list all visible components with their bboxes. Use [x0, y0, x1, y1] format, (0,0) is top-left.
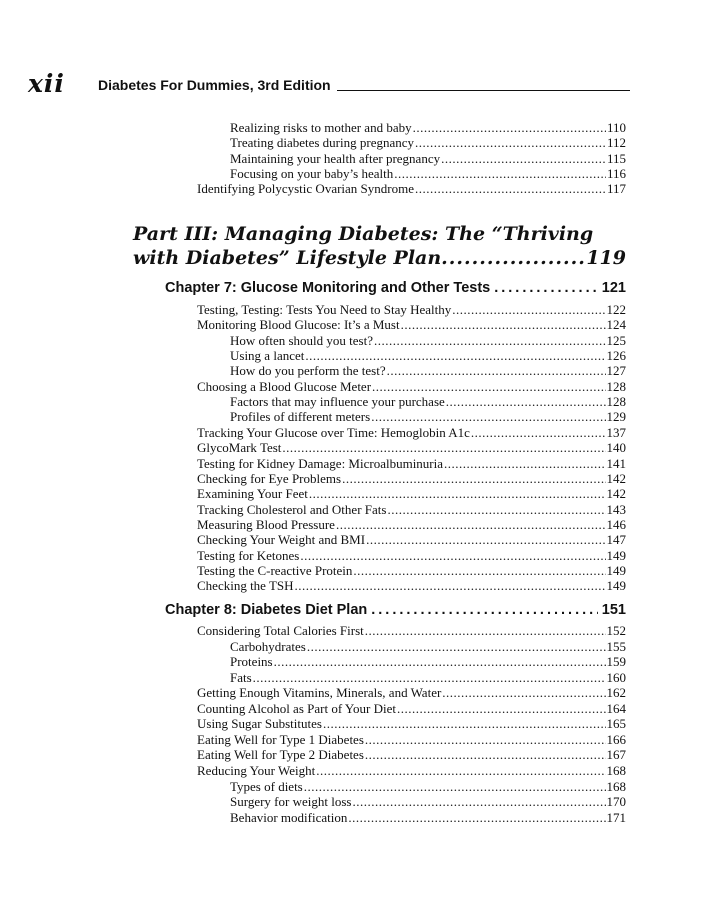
toc-entry: [230, 654, 626, 670]
toc-leader-dots: [374, 333, 606, 349]
toc-entry-title: Types of diets: [230, 778, 303, 794]
toc-entry-title: Eating Well for Type 1 Diabetes: [197, 731, 364, 747]
toc-entry: [230, 151, 626, 167]
toc-leader-dots: [352, 794, 605, 810]
toc-entry-title: How often should you test?: [230, 332, 373, 348]
toc-entry-title: Factors that may influence your purchase: [230, 394, 445, 410]
toc-leader-dots: [253, 670, 606, 686]
toc-entry: [197, 732, 626, 748]
toc-entry-page: 149: [606, 547, 626, 563]
toc-entry-page: 140: [606, 440, 626, 456]
toc-entry-page: 146: [606, 516, 626, 532]
toc-entry: [197, 623, 626, 639]
toc-entry-page: 142: [606, 486, 626, 502]
toc-entry-title: Eating Well for Type 2 Diabetes: [197, 747, 364, 763]
toc-entry: [197, 440, 626, 456]
toc-entry: [197, 763, 626, 779]
toc-leader-dots: [444, 456, 605, 472]
toc-entry: [230, 120, 626, 136]
toc-entry-page: 168: [606, 778, 626, 794]
part-heading: [133, 222, 626, 270]
toc-leader-dots: [371, 409, 605, 425]
toc-entry-page: 149: [606, 578, 626, 594]
toc-entry: [197, 685, 626, 701]
toc-entry-title: GlycoMark Test: [197, 440, 282, 456]
toc-entry-page: 124: [606, 317, 626, 333]
toc-entry: [230, 348, 626, 364]
part-leader-dots: [441, 246, 586, 270]
toc-entry-title: Carbohydrates: [230, 638, 306, 654]
toc-entry: [197, 302, 626, 318]
chapter-7-leader-dots: [494, 279, 598, 297]
page-folio: xii: [28, 69, 65, 98]
toc-entry-title: Surgery for weight loss: [230, 794, 352, 810]
toc-leader-dots: [353, 563, 605, 579]
toc-entry-page: 159: [606, 654, 626, 670]
toc-leader-dots: [365, 732, 606, 748]
toc-entry-title: Treating diabetes during pregnancy: [230, 135, 414, 151]
toc-leader-dots: [397, 701, 606, 717]
toc-entry-title: Counting Alcohol as Part of Your Diet: [197, 700, 396, 716]
toc-leader-dots: [365, 623, 606, 639]
toc-entry-page: 143: [606, 501, 626, 517]
toc-entry: [230, 409, 626, 425]
toc-leader-dots: [295, 578, 606, 594]
toc-entry-page: 125: [606, 332, 626, 348]
toc-entry-page: 167: [606, 747, 626, 763]
part-title-line-2: with Diabetes” Lifestyle Plan: [133, 247, 442, 269]
toc-leader-dots: [387, 363, 606, 379]
toc-entry-title: Tracking Your Glucose over Time: Hemoglobin A1c: [197, 424, 470, 440]
toc-entry-title: Maintaining your health after pregnancy: [230, 150, 441, 166]
toc-leader-dots: [323, 716, 606, 732]
toc-leader-dots: [372, 379, 605, 395]
toc-entry-page: 149: [606, 562, 626, 578]
toc-entry-title: Choosing a Blood Glucose Meter: [197, 378, 372, 394]
toc-entry-title: Identifying Polycystic Ovarian Syndrome: [197, 181, 414, 197]
toc-leader-dots: [441, 151, 606, 167]
toc-leader-dots: [413, 120, 606, 136]
toc-entry: [197, 701, 626, 717]
part-title-line-1: Part III: Managing Diabetes: The “Thriving: [133, 223, 594, 245]
toc-leader-dots: [446, 394, 606, 410]
toc-entry: [197, 747, 626, 763]
toc-entry-page: 171: [606, 809, 626, 825]
part-title-line-2-row: [133, 246, 626, 270]
toc-entry: [197, 578, 626, 594]
toc-entry-title: Testing for Kidney Damage: Microalbuminuria: [197, 455, 444, 471]
toc-entry: [197, 471, 626, 487]
toc-leader-dots: [348, 810, 605, 826]
chapter-8-heading: [165, 601, 626, 619]
toc-leader-dots: [307, 639, 606, 655]
toc-entry-title: Getting Enough Vitamins, Minerals, and Water: [197, 685, 442, 701]
toc-entry-page: 165: [606, 716, 626, 732]
toc-leader-dots: [300, 548, 605, 564]
toc-entry: [230, 333, 626, 349]
toc-entry-page: 141: [606, 455, 626, 471]
toc-entry: [197, 548, 626, 564]
toc-entry: [197, 532, 626, 548]
toc-entry: [197, 379, 626, 395]
toc-entry-title: Monitoring Blood Glucose: It’s a Must: [197, 317, 400, 333]
toc-entry: [230, 779, 626, 795]
toc-entry-title: Fats: [230, 669, 252, 685]
toc-entry: [197, 563, 626, 579]
toc-entry-title: Profiles of different meters: [230, 409, 371, 425]
toc-leader-dots: [452, 302, 605, 318]
toc-entry: [197, 317, 626, 333]
toc-entry-page: 128: [606, 378, 626, 394]
toc-entry-page: 164: [606, 700, 626, 716]
toc-leader-dots: [282, 440, 605, 456]
toc-entry-page: 168: [606, 762, 626, 778]
toc-leader-dots: [336, 517, 606, 533]
chapter-7-title: Chapter 7: Glucose Monitoring and Other Tests: [165, 280, 491, 296]
toc-entry: [197, 517, 626, 533]
toc-leader-dots: [342, 471, 605, 487]
toc-entry-page: 117: [606, 181, 626, 197]
toc-entry-page: 122: [606, 302, 626, 317]
toc-entry: [230, 394, 626, 410]
toc-entry: [197, 425, 626, 441]
toc-leader-dots: [387, 502, 605, 518]
toc-entry: [197, 716, 626, 732]
toc-entry-page: 110: [606, 120, 626, 135]
running-header: [28, 70, 630, 96]
toc-leader-dots: [309, 486, 606, 502]
toc-entry-page: 112: [606, 135, 626, 151]
toc-entry: [230, 794, 626, 810]
toc-leader-dots: [366, 532, 605, 548]
toc-entry: [230, 135, 626, 151]
toc-entry-page: 160: [606, 669, 626, 685]
toc-entry: [197, 456, 626, 472]
toc-entry: [230, 363, 626, 379]
toc-entry-page: 116: [606, 165, 626, 181]
toc-entry-title: Using Sugar Substitutes: [197, 716, 322, 732]
toc-leader-dots: [415, 135, 606, 151]
toc-entry-title: Testing the C-reactive Protein: [197, 562, 353, 578]
toc-entry-page: 128: [606, 394, 626, 410]
toc-entry-page: 115: [606, 150, 626, 166]
toc-entry: [230, 166, 626, 182]
toc-entry-page: 126: [606, 348, 626, 364]
toc-entry: [230, 639, 626, 655]
toc-entry-page: 127: [606, 363, 626, 379]
header-rule: [337, 90, 630, 91]
toc-entry-title: Considering Total Calories First: [197, 623, 364, 638]
toc-entry-title: Testing, Testing: Tests You Need to Stay Healthy: [197, 302, 452, 317]
running-title: Diabetes For Dummies, 3rd Edition: [98, 77, 331, 93]
toc-entry-title: Reducing Your Weight: [197, 762, 316, 778]
toc-entry-page: 155: [606, 638, 626, 654]
toc-leader-dots: [415, 181, 606, 197]
toc-leader-dots: [274, 654, 606, 670]
toc-entry-title: Proteins: [230, 654, 273, 670]
chapter-8-leader-dots: [371, 601, 598, 619]
toc-entry-title: Using a lancet: [230, 348, 305, 364]
toc-leader-dots: [365, 747, 606, 763]
toc-entry: [197, 486, 626, 502]
toc-entry-title: Testing for Ketones: [197, 547, 300, 563]
toc-entry: [230, 670, 626, 686]
toc-leader-dots: [305, 348, 605, 364]
toc-leader-dots: [401, 317, 606, 333]
toc-leader-dots: [316, 763, 605, 779]
toc-entry: [197, 181, 626, 197]
chapter-8-page-number: 151: [601, 602, 626, 618]
toc-entry-title: Examining Your Feet: [197, 486, 308, 502]
toc-entry-page: 166: [606, 731, 626, 747]
toc-entry-page: 152: [606, 623, 626, 638]
toc-entry-title: Checking the TSH: [197, 578, 294, 594]
toc-entry-page: 162: [606, 685, 626, 701]
toc-leader-dots: [394, 166, 606, 182]
toc-leader-dots: [471, 425, 606, 441]
toc-entry-page: 137: [606, 424, 626, 440]
toc-entry-title: Checking Your Weight and BMI: [197, 532, 366, 548]
chapter-7-page-number: 121: [601, 280, 626, 296]
toc-entry-title: Checking for Eye Problems: [197, 470, 342, 486]
toc-leader-dots: [304, 779, 606, 795]
toc-entry-page: 147: [606, 532, 626, 548]
toc-entry-title: How do you perform the test?: [230, 363, 386, 379]
toc-entry-title: Measuring Blood Pressure: [197, 516, 335, 532]
toc-entry-title: Behavior modification: [230, 809, 348, 825]
toc-entry-title: Realizing risks to mother and baby: [230, 120, 412, 135]
toc-entry: [197, 502, 626, 518]
toc-entry-title: Focusing on your baby’s health: [230, 165, 394, 181]
toc-leader-dots: [442, 685, 605, 701]
toc-entry-page: 170: [606, 794, 626, 810]
toc-entry: [230, 810, 626, 826]
part-page-number: 119: [586, 247, 626, 269]
chapter-7-heading: [165, 279, 626, 297]
toc-entry-page: 142: [606, 470, 626, 486]
chapter-8-title: Chapter 8: Diabetes Diet Plan: [165, 602, 368, 618]
toc-entry-title: Tracking Cholesterol and Other Fats: [197, 501, 387, 517]
toc-entry-page: 129: [606, 409, 626, 425]
